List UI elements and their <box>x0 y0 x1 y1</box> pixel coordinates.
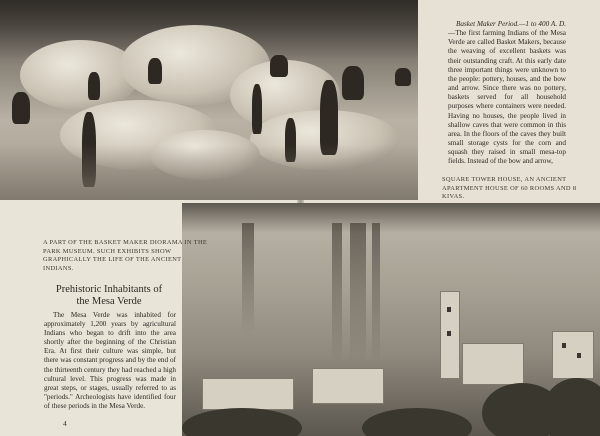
diorama-caption: A PART OF THE BASKET MAKER DIORAMA IN THE PARK MUSEUM. SUCH EXHIBITS SHOW GRAPHICALLY THE LIFE OF THE ANCIENT INDIANS. <box>43 239 208 272</box>
article-body <box>44 311 176 411</box>
article-heading <box>44 284 174 308</box>
square-tower-house-photo <box>182 203 600 436</box>
basket-maker-run-head: Basket Maker Period.—1 to 400 A. D. <box>456 20 566 28</box>
basket-maker-diorama-photo <box>0 0 418 200</box>
square-tower-caption: SQUARE TOWER HOUSE, AN ANCIENT APARTMENT HOUSE OF 60 ROOMS AND 8 KIVAS. <box>442 176 577 201</box>
basket-maker-section <box>448 20 566 167</box>
article-heading-line-2: the Mesa Verde <box>76 296 142 307</box>
basket-maker-body: —The first farming Indians of the Mesa Verde are called Basket Makers, because the weaving of excellent baskets was their outstanding craft. At this early date three important things were unknown to the people: pottery, houses, and the bow and arrow. Since there was no pottery, baskets served for all household purposes where containers were needed. Having no houses, the people lived in shallow caves that were common in this area. In the floors of the caves they built small storage cysts for the corn and squash they raised in small mesa-top fields. Instead of the bow and arrow, <box>448 29 566 166</box>
article-heading-line-1: Prehistoric Inhabitants of <box>55 284 163 295</box>
basket-maker-paragraph <box>448 20 566 167</box>
article-body-paragraph: The Mesa Verde was inhabited for approximately 1,200 years by agricultural Indians who began to drift into the area shortly after the beginning of the Christian Era. At first their culture was simple, but there was constant progress and by the end of the thirteenth century they had reached a high cultural level. This progress was made in great steps, or stages, usually referred to as "periods." Archeologists have identified four of these periods in the Mesa Verde. <box>44 311 176 410</box>
page-number: 4 <box>63 419 67 428</box>
